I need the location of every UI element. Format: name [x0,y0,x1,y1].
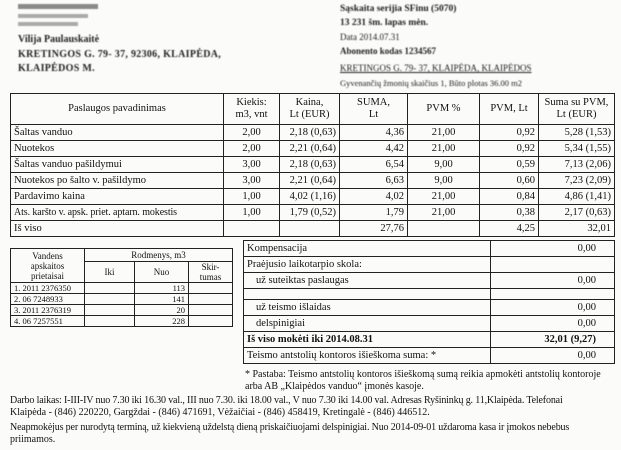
meter-nuo: 20 [135,305,189,316]
summary-row [244,316,615,332]
summary-row [244,257,615,273]
header-total-with-vat: Suma su PVM, Lt (EUR) [539,94,615,125]
meter-nuo: 141 [135,294,189,305]
summary-row [244,241,615,257]
service-total: 4,86 (1,41) [539,189,615,205]
summary-row [244,300,615,316]
footnote-line2: arba AB „Klaipėdos vanduo“ įmonės kasoje. [245,381,424,392]
services-header-row [11,94,615,125]
total-due-label: Iš viso mokėti iki 2014.08.31 [244,332,491,348]
service-vat-pct: 21,00 [408,189,480,205]
meter-device: 3. 2011 2376319 [11,305,85,316]
service-vat-pct: 21,00 [408,205,480,221]
meter-header-from: Nuo [135,262,189,283]
meter-readings-table [10,248,233,327]
service-name: Nuotekos [11,141,224,157]
service-vat-lt: 0,92 [480,125,539,141]
summary-label: Kompensacija [244,241,491,257]
table-row [11,125,615,141]
service-name: Ats. karšto v. apsk. priet. aptarn. mokestis [11,205,224,221]
header-service-name: Paslaugos pavadinimas [11,94,224,125]
summary-value: 0,00 [491,273,615,289]
meter-device: 2. 06 7248933 [11,294,85,305]
service-sum: 1,79 [340,205,408,221]
summary-table [243,240,615,364]
invoice-line2: 13 231 šm. lapas mėn. [340,18,429,28]
summary-value: 0,00 [491,348,615,364]
service-sum: 4,42 [340,141,408,157]
summary-value: 0,00 [491,300,615,316]
seller-line-2 [18,22,78,26]
subscriber-code: Abonento kodas 1234567 [340,46,437,56]
meter-device: 4. 06 7257551 [11,316,85,327]
footnote-line1: * Pastaba: Teismo antstolių kontoros išieškomą sumą reikia apmokėti antstolių kontoroje [245,369,601,380]
service-name: Šaltas vanduo [11,125,224,141]
invoice-title: Sąskaita serijia SFinu (5070) [340,4,457,14]
service-price: 2,21 (0,64) [280,173,340,189]
meter-device: 1. 2011 2376350 [11,283,85,294]
residents-line: Gyvenančių žmonių skaičius 1, Būto plotas 36.00 m2 [340,78,523,88]
header-quantity: Kiekis: m3, vnt [224,94,280,125]
service-total: 2,17 (0,63) [539,205,615,221]
service-qty: 3,00 [224,173,280,189]
late-payment-warning-line2: priimamos. [10,434,56,445]
meter-diff [189,283,233,294]
object-address: KRETINGOS G. 79- 37, KLAIPĖDA, KLAIPĖDOS [340,63,532,73]
table-row [11,157,615,173]
service-vat-lt: 0,59 [480,157,539,173]
service-price: 2,18 (0,63) [280,125,340,141]
summary-label: už suteiktas paslaugas [244,273,491,289]
service-price: 2,18 (0,63) [280,157,340,173]
total-due-value: 32,01 (9,27) [491,332,615,348]
meter-iki [85,294,135,305]
service-price: 2,21 (0,64) [280,141,340,157]
summary-row [244,273,615,289]
buyer-name: Vilija Paulauskaitė [18,34,100,45]
meter-iki [85,305,135,316]
service-qty: 1,00 [224,189,280,205]
service-qty: 1,00 [224,205,280,221]
header-sum: SUMA, Lt [340,94,408,125]
service-qty: 2,00 [224,125,280,141]
service-vat-pct: 9,00 [408,157,480,173]
meter-diff [189,294,233,305]
service-price: 1,79 (0,52) [280,205,340,221]
table-row [11,294,233,305]
total-vat: 4,25 [480,221,539,237]
table-row [11,173,615,189]
meter-nuo: 113 [135,283,189,294]
meter-header-readings: Rodmenys, m3 [85,249,233,262]
late-payment-warning-line1: Neapmokėjus per nurodytą terminą, už kiekvieną uždelstą dieną priskaičiuojami delspinigiai. Nuo 2014-09-01 uždaroma kasa ir įmokos nebebus [10,422,570,433]
service-sum: 6,54 [340,157,408,173]
meter-header-devices: Vandens apskaitos prietaisai [11,249,85,283]
service-total: 7,23 (2,09) [539,173,615,189]
buyer-address-line1: KRETINGOS G. 79- 37, 92306, KLAIPĖDA, [18,49,222,60]
service-sum: 6,63 [340,173,408,189]
total-with-vat: 32,01 [539,221,615,237]
service-vat-pct: 9,00 [408,173,480,189]
service-name: Šaltas vanduo pašildymui [11,157,224,173]
total-row [11,221,615,237]
service-qty: 3,00 [224,157,280,173]
service-vat-lt: 0,38 [480,205,539,221]
working-hours-line2: Klaipėda - (846) 220220, Gargždai - (846) 471691, Vėžaičiai - (846) 458419, Kretingalė - (846) 446512. [10,407,430,418]
header-vat-lt: PVM, Lt [480,94,539,125]
summary-label: delspinigiai [244,316,491,332]
meter-header-diff: Skir- tumas [189,262,233,283]
header-price: Kaina, Lt (EUR) [280,94,340,125]
header-vat-percent: PVM % [408,94,480,125]
summary-row [244,332,615,348]
service-total: 5,34 (1,55) [539,141,615,157]
working-hours-line1: Darbo laikas: I-III-IV nuo 7.30 iki 16.30 val., III nuo 7.30. iki 18.00 val., V nuo 7.30 iki 14.00 val. Adresas Ryšininkų g. 11,Klaipėda. Telefonai [10,395,563,406]
seller-line-1 [18,14,88,18]
table-row [11,189,615,205]
summary-row [244,348,615,364]
summary-value: 0,00 [491,241,615,257]
meter-nuo: 228 [135,316,189,327]
summary-label: Praėjusio laikotarpio skola: [244,257,491,273]
table-row [11,316,233,327]
summary-label: už teismo išlaidas [244,300,491,316]
table-row [11,205,615,221]
service-name: Nuotekos po šalto v. pašildymo [11,173,224,189]
invoice-date: Data 2014.07.31 [340,32,400,42]
service-vat-lt: 0,84 [480,189,539,205]
service-vat-lt: 0,92 [480,141,539,157]
table-row [11,141,615,157]
total-sum: 27,76 [340,221,408,237]
service-name: Pardavimo kaina [11,189,224,205]
meter-header-to: Iki [85,262,135,283]
total-label: Iš viso [11,221,224,237]
meter-iki [85,283,135,294]
seller-logo-bar [18,4,98,9]
service-total: 5,28 (1,53) [539,125,615,141]
table-row [11,283,233,294]
meter-diff [189,305,233,316]
service-sum: 4,02 [340,189,408,205]
service-vat-lt: 0,60 [480,173,539,189]
service-total: 7,13 (2,06) [539,157,615,173]
service-qty: 2,00 [224,141,280,157]
meter-iki [85,316,135,327]
summary-label: Teismo antstolių kontoros išieškoma suma: * [244,348,491,364]
table-row [11,305,233,316]
summary-value: 0,00 [491,316,615,332]
meter-diff [189,316,233,327]
service-vat-pct: 21,00 [408,141,480,157]
service-vat-pct: 21,00 [408,125,480,141]
services-table [10,93,615,237]
service-sum: 4,36 [340,125,408,141]
service-price: 4,02 (1,16) [280,189,340,205]
buyer-address-line2: KLAIPĖDOS M. [18,63,95,74]
summary-value [491,257,615,273]
